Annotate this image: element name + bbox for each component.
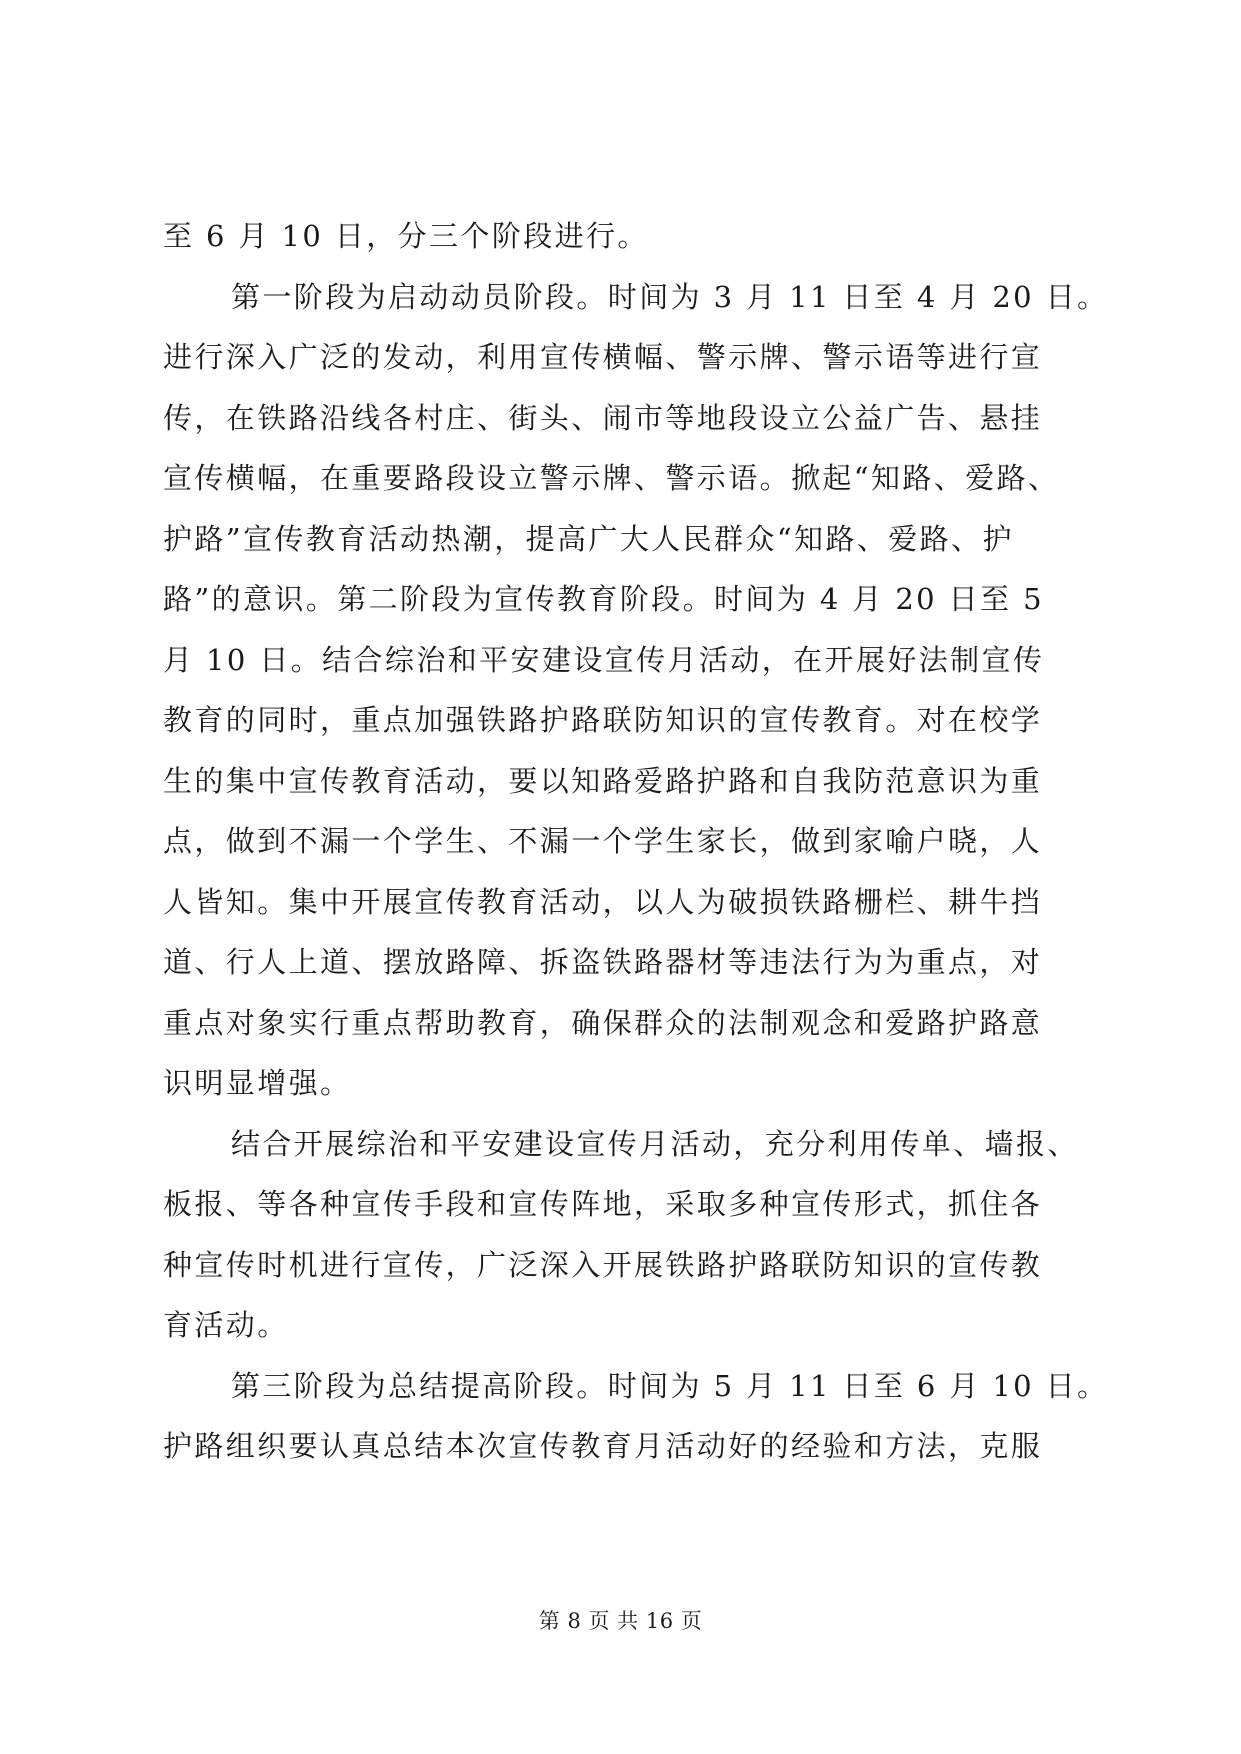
text-line: 育活动。: [163, 1308, 289, 1342]
document-body: [163, 206, 1109, 1477]
text-line: 第三阶段为总结提高阶段。时间为 5 月 11 日至 6 月 10 日。: [231, 1368, 1109, 1403]
text-line: 月 10 日。结合综治和平安建设宣传月活动，在开展好法制宣传: [163, 642, 1045, 677]
text-line: 种宣传时机进行宣传，广泛深入开展铁路护路联防知识的宣传教: [163, 1247, 1043, 1282]
text-line: 教育的同时，重点加强铁路护路联防知识的宣传教育。对在校学: [163, 703, 1043, 737]
text-line: 第一阶段为启动动员阶段。时间为 3 月 11 日至 4 月 20 日。: [231, 279, 1109, 314]
text-line: 结合开展综治和平安建设宣传月活动，充分利用传单、墙报、: [231, 1126, 1079, 1161]
text-line: 至 6 月 10 日，分三个阶段进行。: [163, 219, 649, 253]
text-line: 生的集中宣传教育活动，要以知路爱路护路和自我防范意识为重: [163, 763, 1043, 798]
text-line: 宣传横幅，在重要路段设立警示牌、警示语。掀起“知路、爱路、: [163, 461, 1060, 495]
text-line: 道、行人上道、摆放路障、拆盗铁路器材等违法行为为重点，对: [163, 945, 1043, 979]
text-line: 人皆知。集中开展宣传教育活动，以人为破损铁路栅栏、耕牛挡: [163, 884, 1043, 919]
text-line: 护路组织要认真总结本次宣传教育月活动好的经验和方法，克服: [163, 1429, 1043, 1463]
text-line: 重点对象实行重点帮助教育，确保群众的法制观念和爱路护路意: [163, 1005, 1043, 1040]
text-line: 识明显增强。: [163, 1066, 352, 1100]
text-line: 传，在铁路沿线各村庄、街头、闹市等地段设立公益广告、悬挂: [163, 400, 1043, 435]
text-line: 点，做到不漏一个学生、不漏一个学生家长，做到家喻户晓，人: [163, 824, 1043, 858]
text-line: 护路”宣传教育活动热潮，提高广大人民群众“知路、爱路、护: [163, 521, 1014, 556]
text-line: 板报、等各种宣传手段和宣传阵地，采取多种宣传形式，抓住各: [163, 1187, 1043, 1221]
text-line: 进行深入广泛的发动，利用宣传横幅、警示牌、警示语等进行宣: [163, 340, 1043, 374]
text-line: 路”的意识。第二阶段为宣传教育阶段。时间为 4 月 20 日至 5: [163, 582, 1044, 616]
page-footer: 第 8 页 共 16 页: [538, 1609, 703, 1633]
